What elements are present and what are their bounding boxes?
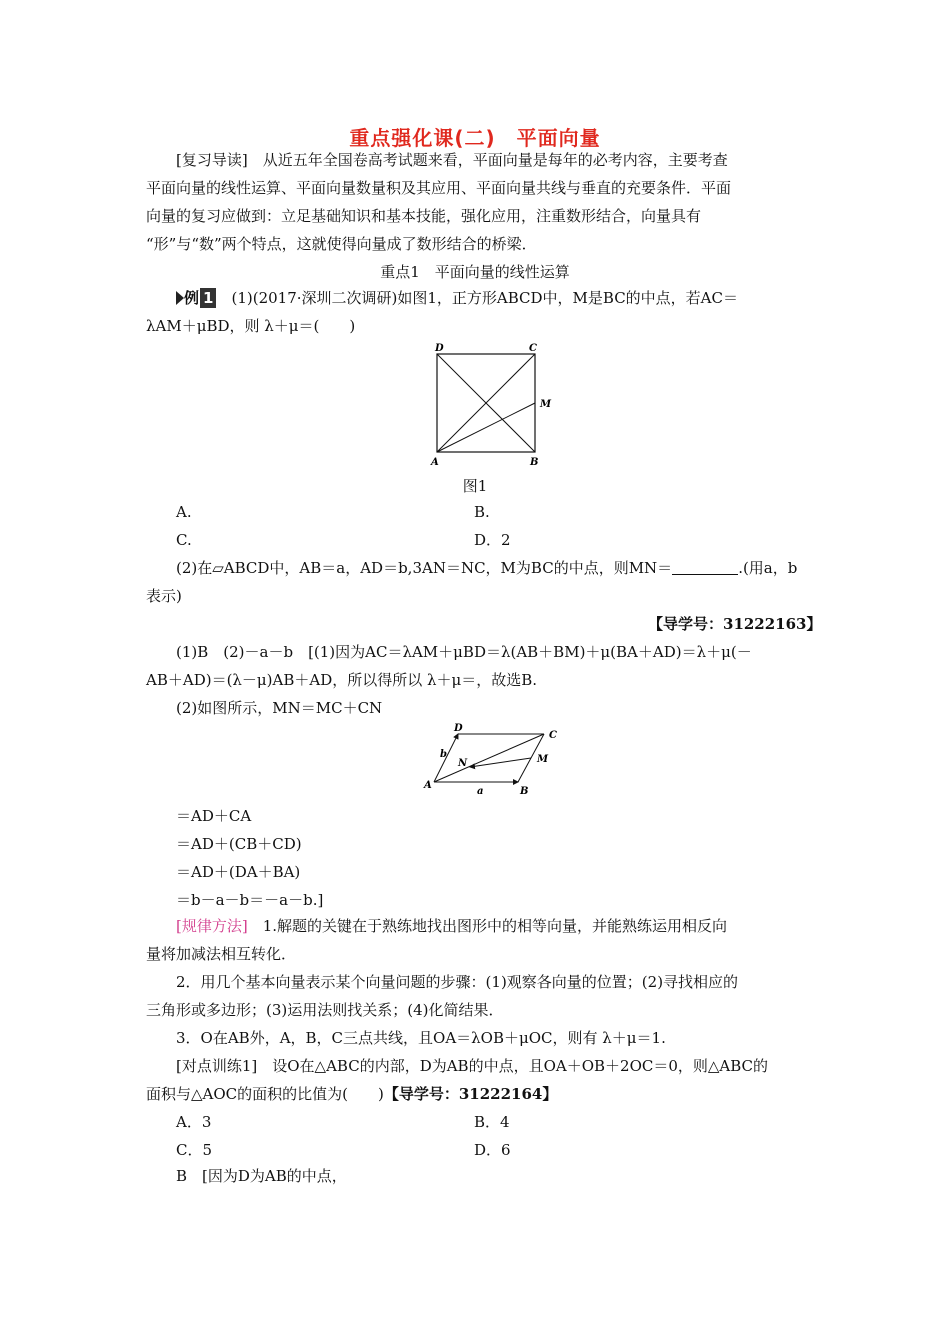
method-line-3: 2．用几个基本向量表示某个向量问题的步骤：(1)观察各向量的位置；(2)寻找相应的	[176, 973, 739, 991]
practice-option-c: C．5	[176, 1141, 213, 1159]
intro-line-2: 平面向量的线性运算、平面向量数量积及其应用、平面向量共线与垂直的充要条件．平面	[146, 179, 732, 197]
label-n: N	[458, 758, 468, 769]
option-c: C.	[176, 531, 192, 549]
section-heading-1: 重点1 平面向量的线性运算	[380, 263, 570, 281]
method-label: [规律方法]	[176, 917, 248, 935]
practice-option-b: B．4	[474, 1113, 510, 1131]
label-a: A	[431, 457, 439, 468]
diagonal-ac	[434, 734, 544, 782]
intro-line-4: “形”与“数”两个特点，这就使得向量成了数形结合的桥梁．	[146, 235, 537, 253]
practice-line-1: [对点训练1] 设O在△ABC的内部，D为AB的中点，且OA＋OB＋2OC＝0，则△ABC的	[176, 1057, 769, 1075]
label-a: A	[424, 780, 432, 791]
derivation-step-1: ＝AD＋CA	[176, 807, 252, 825]
figure-2-parallelogram	[420, 720, 570, 800]
intro-line-3: 向量的复习应做到：立足基础知识和基本技能，强化应用，注重数形结合，向量具有	[146, 207, 702, 225]
label-d: D	[435, 343, 444, 354]
method-line-5: 3．O在AB外，A，B，C三点共线，且OA＝λOB＋μOC，则有 λ＋μ＝1.	[176, 1029, 666, 1047]
label-d: D	[454, 723, 463, 734]
label-b: B	[530, 457, 539, 468]
option-b: B.	[474, 503, 490, 521]
label-c: C	[549, 730, 557, 741]
answer-line-2: AB＋AD)＝(λ－μ)AB＋AD，所以得所以 λ＋μ＝，故选B.	[146, 671, 538, 689]
question2-line-2: 表示)	[146, 587, 182, 605]
label-m: M	[537, 754, 549, 765]
intro-line-1: [复习导读] 从近五年全国卷高考试题来看，平面向量是每年的必考内容，主要考查	[176, 151, 728, 169]
derivation-step-4: ＝b－a－b＝－a－b.]	[176, 891, 324, 909]
practice-option-d: D．6	[474, 1141, 511, 1159]
label-c: C	[529, 343, 537, 354]
practice-line-2: 面积与△AOC的面积的比值为( )【导学号：31222164】	[146, 1085, 558, 1103]
answer-line-3: (2)如图所示，MN＝MC＋CN	[176, 699, 383, 717]
label-m: M	[540, 399, 552, 410]
question2-line-1: (2)在▱ABCD中，AB＝a，AD＝b,3AN＝NC，M为BC的中点，则MN＝ .(用a，b	[176, 559, 798, 577]
example-badge: 例 1	[176, 288, 216, 308]
derivation-step-2: ＝AD＋(CB＋CD)	[176, 835, 302, 853]
option-d: D．2	[474, 531, 511, 549]
figure-1-square	[425, 340, 555, 470]
practice-answer: B [因为D为AB的中点，	[176, 1167, 347, 1185]
figure-1-caption: 图1	[462, 477, 488, 495]
example1-line-1: 例 1 (1)(2017·深圳二次调研)如图1，正方形ABCD中，M是BC的中点，若AC＝	[176, 288, 738, 308]
answer-line-1: (1)B (2)－a－b [(1)因为AC＝λAM＋μBD＝λ(AB＋BM)＋μ(BA＋AD)＝λ＋μ(－	[176, 643, 752, 661]
derivation-step-3: ＝AD＋(DA＋BA)	[176, 863, 301, 881]
label-b: B	[520, 786, 529, 797]
method-line-2: 量将加减法相互转化．	[146, 945, 297, 963]
practice-option-a: A．3	[176, 1113, 212, 1131]
reference-number-1: 【导学号：31222163】	[648, 615, 822, 633]
method-line-4: 三角形或多边形；(3)运用法则找关系；(4)化简结果．	[146, 1001, 504, 1019]
page-title: 重点强化课(二) 平面向量	[349, 126, 601, 150]
example1-line-2: λAM＋μBD，则 λ＋μ＝( )	[146, 317, 356, 335]
method-line-1: [规律方法] 1.解题的关键在于熟练地找出图形中的相等向量，并能熟练运用相反向	[176, 917, 728, 935]
answer-blank	[672, 560, 738, 575]
intro-label: [复习导读]	[176, 151, 248, 169]
label-a-vector: a	[477, 786, 484, 797]
reference-number-2: 【导学号：31222164】	[383, 1085, 558, 1103]
segment-am	[437, 403, 535, 452]
option-a: A.	[176, 503, 192, 521]
triangle-icon	[176, 291, 184, 305]
label-b-vector: b	[440, 749, 447, 760]
